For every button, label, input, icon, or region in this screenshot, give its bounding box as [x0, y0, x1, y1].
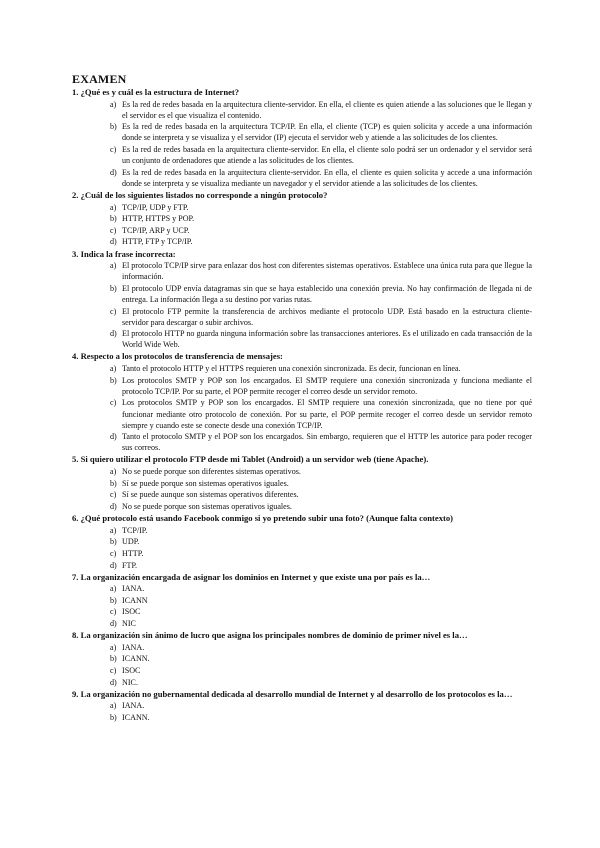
option-letter: c): [110, 398, 117, 408]
answer-option: [110, 397, 532, 430]
option-text: ICANN.: [122, 654, 150, 664]
answer-option: [110, 501, 532, 512]
option-letter: d): [110, 237, 117, 247]
option-letter: b): [110, 478, 117, 488]
option-letter: a): [110, 261, 117, 271]
answer-options: [72, 466, 532, 512]
answer-options: [72, 99, 532, 189]
answer-option: [110, 283, 532, 305]
option-letter: b): [110, 595, 117, 605]
question-number: 9: [72, 688, 77, 699]
answer-option: [110, 375, 532, 397]
option-text: HTTP, HTTPS y POP.: [122, 214, 195, 224]
option-text: TCP/IP, UDP y FTP.: [122, 202, 189, 212]
option-letter: b): [110, 654, 117, 664]
question-1: [72, 87, 532, 189]
option-text: ICANN.: [122, 713, 150, 723]
question-9: [72, 689, 532, 723]
answer-option: [110, 202, 532, 213]
option-text: No se puede porque son diferentes sistemas operativos.: [122, 467, 301, 477]
answer-option: [110, 213, 532, 224]
option-text: HTTP.: [122, 548, 144, 558]
option-letter: c): [110, 306, 117, 316]
answer-options: [72, 363, 532, 453]
option-text: NIC.: [122, 677, 138, 687]
answer-option: [110, 431, 532, 453]
answer-option: [110, 700, 532, 711]
option-text: Es la red de redes basada en la arquitectura cliente-servidor. En ella, el cliente es quien solicita y accede a una información donde se interpreta y se visualiza mediante un navegador y el servidor atiende a las solicitudes de los clientes.: [122, 167, 532, 188]
answer-option: [110, 328, 532, 350]
option-text: HTTP, FTP y TCP/IP.: [122, 237, 193, 247]
answer-option: [110, 712, 532, 723]
option-letter: b): [110, 713, 117, 723]
answer-option: [110, 653, 532, 664]
option-letter: a): [110, 584, 117, 594]
option-letter: a): [110, 202, 117, 212]
question-statement: . La organización encargada de asignar los dominios en Internet y que existe una por país es la…: [76, 571, 431, 582]
question-3: [72, 249, 532, 351]
option-letter: a): [110, 99, 117, 109]
option-text: FTP.: [122, 560, 138, 570]
option-letter: c): [110, 548, 117, 558]
answer-option: [110, 665, 532, 676]
option-text: El protocolo TCP/IP sirve para enlazar dos host con diferentes sistemas operativos. Establece una única ruta para que llegue la información.: [122, 261, 532, 282]
question-number: 5: [72, 454, 77, 465]
option-letter: d): [110, 677, 117, 687]
option-text: El protocolo HTTP no guarda ninguna información sobre las transacciones anteriores. Es el utilizado en cada transacción de la World Wide Web.: [122, 329, 532, 350]
option-text: TCP/IP.: [122, 525, 148, 535]
option-text: Es la red de redes basada en la arquitectura TCP/IP. En ella, el cliente (TCP) es quien solicita y accede a una información donde se interpreta y se visualiza y el servidor (IP) ejecuta el servidor web y atiende a las solicitudes de los clientes.: [122, 122, 532, 143]
answer-option: [110, 144, 532, 166]
question-6: [72, 513, 532, 571]
option-letter: c): [110, 666, 117, 676]
option-text: Es la red de redes basada en la arquitectura cliente-servidor. En ella, el cliente solo podrá ser un ordenador y el servidor será un conjunto de ordenadores que atiende a las solicitudes de los clientes.: [122, 145, 532, 166]
question-number: 3: [72, 248, 77, 259]
question-number: 4: [72, 351, 77, 362]
option-text: Sí se puede aunque son sistemas operativos diferentes.: [122, 490, 299, 500]
option-letter: a): [110, 525, 117, 535]
question-2: [72, 190, 532, 248]
question-statement: . Indica la frase incorrecta:: [76, 248, 176, 259]
question-text: [72, 454, 532, 465]
question-number: 7: [72, 571, 77, 582]
option-text: Los protocolos SMTP y POP son los encargados. El SMTP requiere una conexión sincronizada y funciona mediante el protocolo TCP/IP. Por su parte, el POP permite recoger el correo desde un servidor remoto.: [122, 375, 532, 396]
question-4: [72, 351, 532, 453]
answer-option: [110, 548, 532, 559]
option-letter: d): [110, 329, 117, 339]
option-text: Es la red de redes basada en la arquitectura cliente-servidor. En ella, el cliente es quien atiende a las soluciones que le llegan y el servidor es el que visualiza el contenido.: [122, 99, 532, 120]
answer-option: [110, 225, 532, 236]
question-7: [72, 572, 532, 630]
question-text: [72, 572, 532, 583]
question-8: [72, 630, 532, 688]
option-letter: b): [110, 214, 117, 224]
question-text: [72, 689, 532, 700]
option-text: Los protocolos SMTP y POP son los encargados. El SMTP requiere una conexión sincronizada, que no tiene por qué funcionar mediante otro protocolo de conexión. Por su parte, el POP permite recoger el correo desde un servidor remoto siempre y cuando este se conecte desde una conexión TCP/IP.: [122, 398, 532, 430]
option-letter: b): [110, 122, 117, 132]
question-text: [72, 190, 532, 201]
answer-options: [72, 700, 532, 723]
question-statement: . ¿Cuál de los siguientes listados no corresponde a ningún protocolo?: [76, 189, 328, 200]
answer-option: [110, 260, 532, 282]
question-statement: . La organización sin ánimo de lucro que asigna los principales nombres de dominio de primer nivel es la…: [76, 630, 468, 641]
option-text: ISOC: [122, 607, 141, 617]
question-statement: . La organización no gubernamental dedicada al desarrollo mundial de Internet y al desarrollo de los protocolos es la…: [76, 688, 513, 699]
option-text: Tanto el protocolo HTTP y el HTTPS requieren una conexión sincronizada. Es decir, funcionan en línea.: [122, 364, 461, 374]
question-number: 6: [72, 513, 77, 524]
document-title: EXAMEN: [72, 72, 127, 86]
answer-option: [110, 306, 532, 328]
question-5: [72, 454, 532, 512]
answer-option: [110, 536, 532, 547]
answer-option: [110, 583, 532, 594]
option-letter: c): [110, 225, 117, 235]
answer-option: [110, 677, 532, 688]
answer-option: [110, 642, 532, 653]
question-text: [72, 351, 532, 362]
answer-options: [72, 260, 532, 350]
option-letter: d): [110, 501, 117, 511]
answer-options: [72, 202, 532, 248]
question-text: [72, 249, 532, 260]
answer-option: [110, 618, 532, 629]
option-letter: a): [110, 701, 117, 711]
option-text: IANA.: [122, 642, 145, 652]
option-text: El protocolo FTP permite la transferencia de archivos mediante el protocolo UDP. Está basado en la estructura cliente-servidor para descargar o subir archivos.: [122, 306, 532, 327]
answer-option: [110, 478, 532, 489]
answer-option: [110, 99, 532, 121]
answer-options: [72, 642, 532, 688]
option-letter: d): [110, 167, 117, 177]
answer-option: [110, 560, 532, 571]
answer-option: [110, 363, 532, 374]
option-text: IANA.: [122, 701, 145, 711]
option-text: IANA.: [122, 584, 145, 594]
option-letter: d): [110, 619, 117, 629]
option-letter: a): [110, 364, 117, 374]
option-letter: c): [110, 607, 117, 617]
question-list: [72, 86, 532, 723]
option-letter: a): [110, 467, 117, 477]
option-text: No se puede porque son sistemas operativos iguales.: [122, 501, 292, 511]
question-statement: . Respecto a los protocolos de transferencia de mensajes:: [76, 351, 283, 362]
answer-options: [72, 525, 532, 571]
option-letter: c): [110, 490, 117, 500]
option-text: El protocolo UDP envía datagramas sin que se haya establecido una conexión previa. No hay confirmación de llegada ni de entrega. La información llega a su destino por varias rutas.: [122, 283, 532, 305]
option-letter: b): [110, 375, 117, 385]
option-letter: d): [110, 560, 117, 570]
question-statement: . Si quiero utilizar el protocolo FTP desde mi Tablet (Android) a un servidor web (tiene Apache).: [76, 454, 429, 465]
option-letter: a): [110, 642, 117, 652]
option-letter: b): [110, 283, 117, 293]
option-text: NIC: [122, 619, 136, 629]
option-letter: c): [110, 145, 117, 155]
question-number: 8: [72, 630, 77, 641]
option-text: TCP/IP, ARP y UCP.: [122, 225, 190, 235]
answer-option: [110, 595, 532, 606]
option-text: Tanto el protocolo SMTP y el POP son los encargados. Sin embargo, requieren que el HTTP les autorice para poder recoger sus correos.: [122, 432, 532, 453]
answer-option: [110, 121, 532, 143]
answer-option: [110, 167, 532, 189]
question-text: [72, 87, 532, 98]
option-letter: b): [110, 537, 117, 547]
question-text: [72, 630, 532, 641]
option-text: UDP.: [122, 537, 140, 547]
question-number: 2: [72, 189, 77, 200]
question-statement: . ¿Qué es y cuál es la estructura de Internet?: [76, 87, 240, 97]
option-text: Sí se puede porque son sistemas operativos iguales.: [122, 478, 289, 488]
question-number: 1: [72, 87, 77, 97]
question-statement: . ¿Qué protocolo está usando Facebook conmigo si yo pretendo subir una foto? (Aunque falta contexto): [76, 513, 454, 524]
answer-option: [110, 525, 532, 536]
answer-option: [110, 236, 532, 247]
answer-option: [110, 489, 532, 500]
option-letter: d): [110, 432, 117, 442]
option-text: ICANN: [122, 595, 148, 605]
option-text: ISOC: [122, 666, 141, 676]
answer-option: [110, 466, 532, 477]
answer-options: [72, 583, 532, 629]
question-text: [72, 513, 532, 524]
answer-option: [110, 606, 532, 617]
